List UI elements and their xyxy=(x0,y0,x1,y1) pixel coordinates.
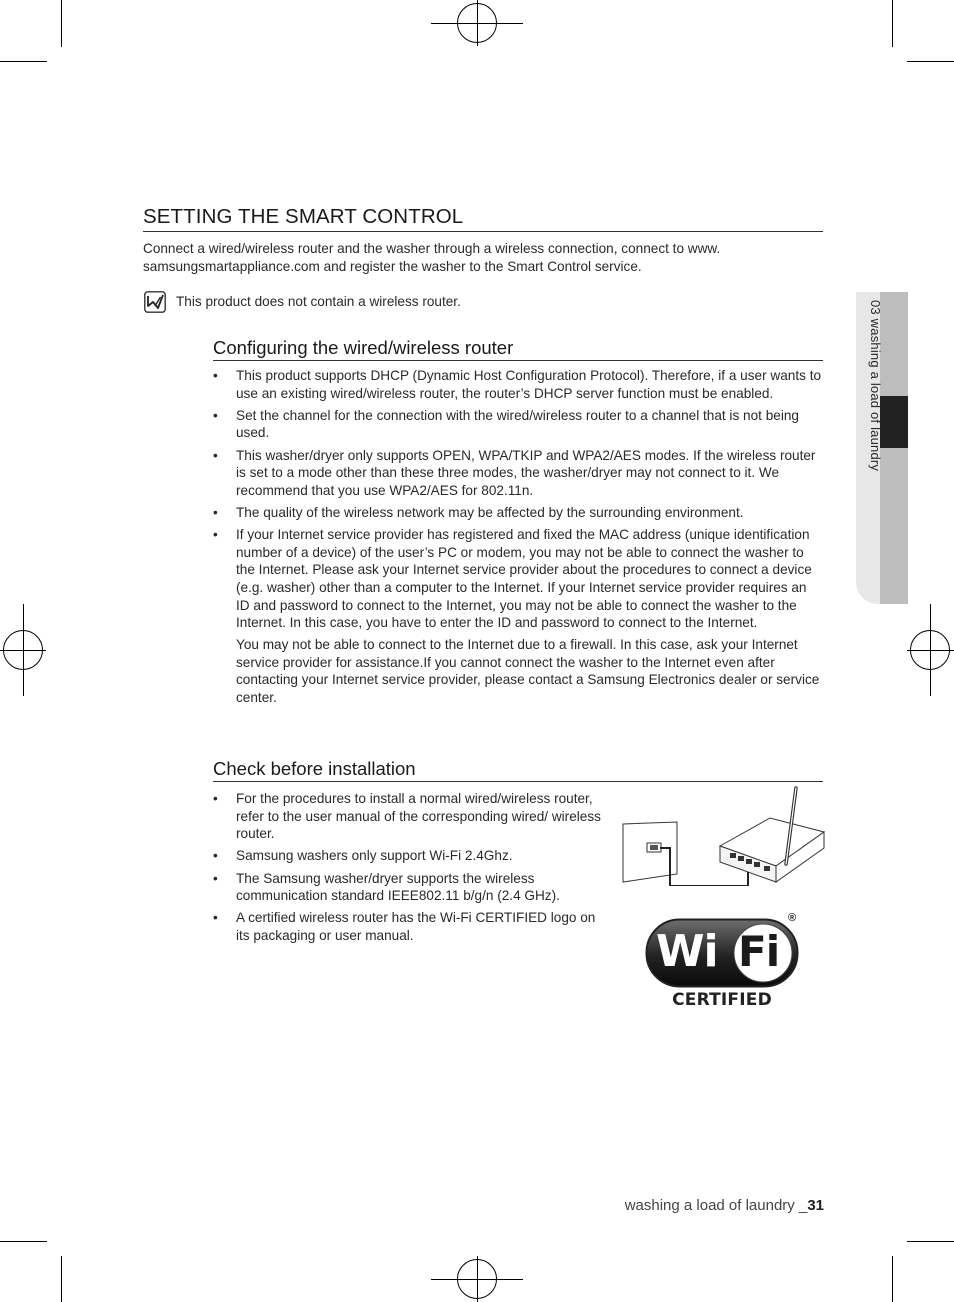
configuring-title: Configuring the wired/wireless router xyxy=(213,337,823,361)
list-item: • For the procedures to install a normal wired/wireless router, refer to the user manual of the corresponding wired/ wireless router. xyxy=(213,790,611,843)
wifi-logo-fi: Fi xyxy=(738,927,780,976)
note-text: This product does not contain a wireless router. xyxy=(176,294,461,309)
wall-outlet-icon xyxy=(623,822,677,882)
router-illustration xyxy=(620,786,828,886)
list-item: • Samsung washers only support Wi-Fi 2.4Ghz. xyxy=(213,847,611,865)
wifi-logo-wi: Wi xyxy=(656,926,718,977)
list-item: • A certified wireless router has the Wi-Fi CERTIFIED logo on its packaging or user manual. xyxy=(213,909,611,944)
page-number: 31 xyxy=(807,1197,824,1214)
list-item: • This washer/dryer only supports OPEN, WPA/TKIP and WPA2/AES modes. If the wireless router is set to a mode other than these three modes, the washer/dryer may not connect to it. We recommend that you use WPA2/AES for 802.11n. xyxy=(213,447,823,500)
check-list xyxy=(213,790,611,949)
crop-mark xyxy=(61,1256,62,1302)
crop-mark xyxy=(0,1241,47,1242)
configuring-list xyxy=(213,367,823,711)
crop-mark xyxy=(907,61,954,62)
footer-text: washing a load of laundry _ xyxy=(624,1197,808,1214)
crop-mark xyxy=(907,1241,954,1242)
list-item: • This product supports DHCP (Dynamic Host Configuration Protocol). Therefore, if a user wants to use an existing wired/wireless router, the router’s DHCP server function must be enabled. xyxy=(213,367,823,402)
list-item: • If your Internet service provider has registered and fixed the MAC address (unique identification number of a device) of the user’s PC or modem, you may not be able to connect the washer to the Internet. Please ask your Internet service provider about the procedures to connect a device (e.g. washer) other than a computer to the Internet. If your Internet service provider requires an ID and password to connect to the Internet, you may not be able to connect the washer to the Internet. In this case, you have to enter the ID and password to connect to the Internet. You may not be able to connect to the Internet due to a firewall. In this case, ask your Internet service provider for assistance.If you cannot connect the washer to the Internet even after contacting your Internet service provider, please contact a Samsung Electronics dealer or service center. xyxy=(213,526,823,707)
page-footer xyxy=(625,1197,824,1214)
crop-mark xyxy=(0,61,47,62)
firewall-paragraph: You may not be able to connect to the Internet due to a firewall. In this case, ask your Internet service provider for assistance.If you cannot connect the washer to the Internet even after contacting your Internet service provider, please contact a Samsung Electronics dealer or service center. xyxy=(236,637,820,706)
wifi-logo-certified: CERTIFIED xyxy=(672,990,772,1010)
list-item: • The Samsung washer/dryer supports the wireless communication standard IEEE802.11 b/g/n (2.4 GHz). xyxy=(213,870,611,905)
crop-mark xyxy=(892,1256,893,1302)
wifi-certified-logo xyxy=(645,912,805,1016)
crop-mark xyxy=(892,0,893,47)
chapter-tab-label: 03 washing a load of laundry xyxy=(868,300,883,472)
crop-mark xyxy=(61,0,62,47)
section-intro: Connect a wired/wireless router and the washer through a wireless connection, connect to www. samsungsmartappliance.com and register the washer to the Smart Control service. xyxy=(143,241,721,274)
router-icon xyxy=(720,788,824,882)
chapter-tab-bar xyxy=(880,292,908,604)
registered-mark: ® xyxy=(788,912,797,924)
section-title: SETTING THE SMART CONTROL xyxy=(143,205,823,232)
note-pencil-icon xyxy=(144,291,166,313)
check-title: Check before installation xyxy=(213,758,823,782)
list-item: • The quality of the wireless network may be affected by the surrounding environment. xyxy=(213,504,823,522)
chapter-tab-marker xyxy=(880,396,908,448)
list-item: • Set the channel for the connection with the wired/wireless router to a channel that is not being used. xyxy=(213,407,823,442)
